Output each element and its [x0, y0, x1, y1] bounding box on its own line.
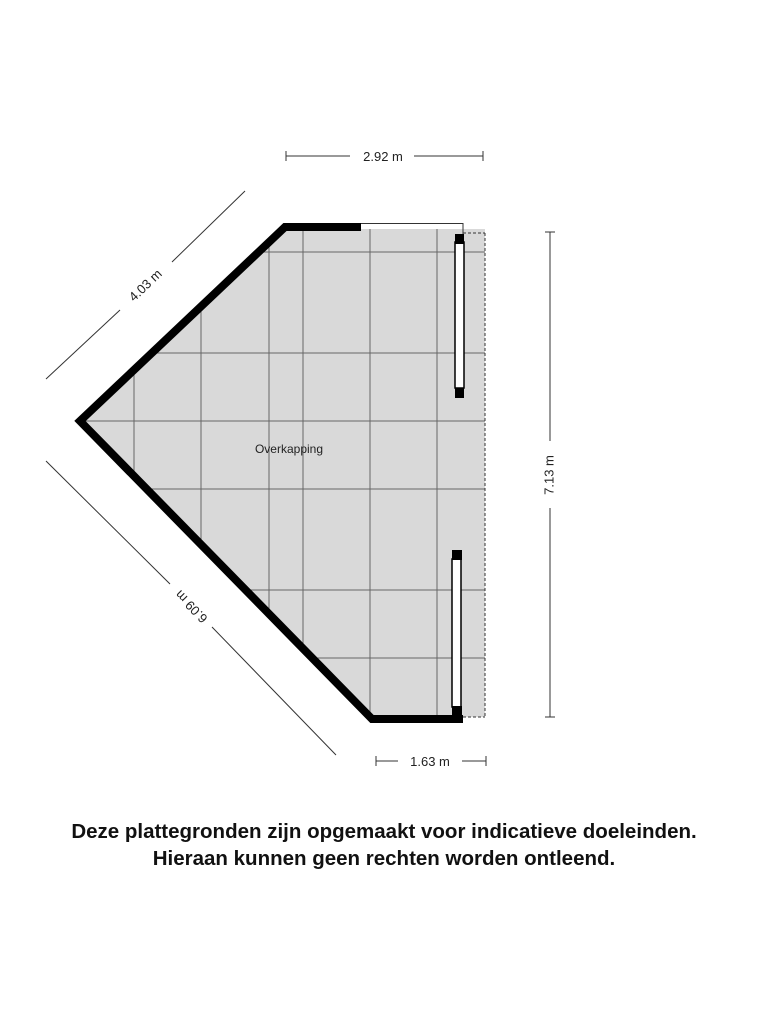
lower-post: [452, 550, 462, 716]
upper-post-cap-top: [455, 234, 464, 244]
disclaimer-line-2: Hieraan kunnen geen rechten worden ontleend.: [152, 847, 616, 870]
lower-post-frame: [452, 559, 461, 707]
upper-post-frame: [455, 242, 464, 388]
room-label: Overkapping: [254, 442, 324, 456]
lower-post-cap-bottom: [452, 706, 462, 716]
lower-post-cap-top: [452, 550, 462, 560]
dimension-upper-left-label: 4.03 m: [125, 266, 165, 305]
disclaimer: [0, 818, 768, 872]
dimension-bottom-label: 1.63 m: [410, 754, 450, 769]
dimension-top-label: 2.92 m: [363, 149, 403, 164]
dimension-upper-left-line-a: [46, 310, 120, 379]
dimension-upper-left-line-b: [172, 191, 245, 262]
dimension-right-label: 7.13 m: [541, 455, 557, 495]
room-floor: [82, 229, 485, 717]
upper-post-cap-bottom: [455, 388, 464, 398]
dimension-lower-left-label: 6.09 m: [171, 587, 211, 627]
disclaimer-line-1: Deze plattegronden zijn opgemaakt voor indicatieve doeleinden.: [71, 820, 697, 843]
upper-post: [455, 234, 464, 398]
